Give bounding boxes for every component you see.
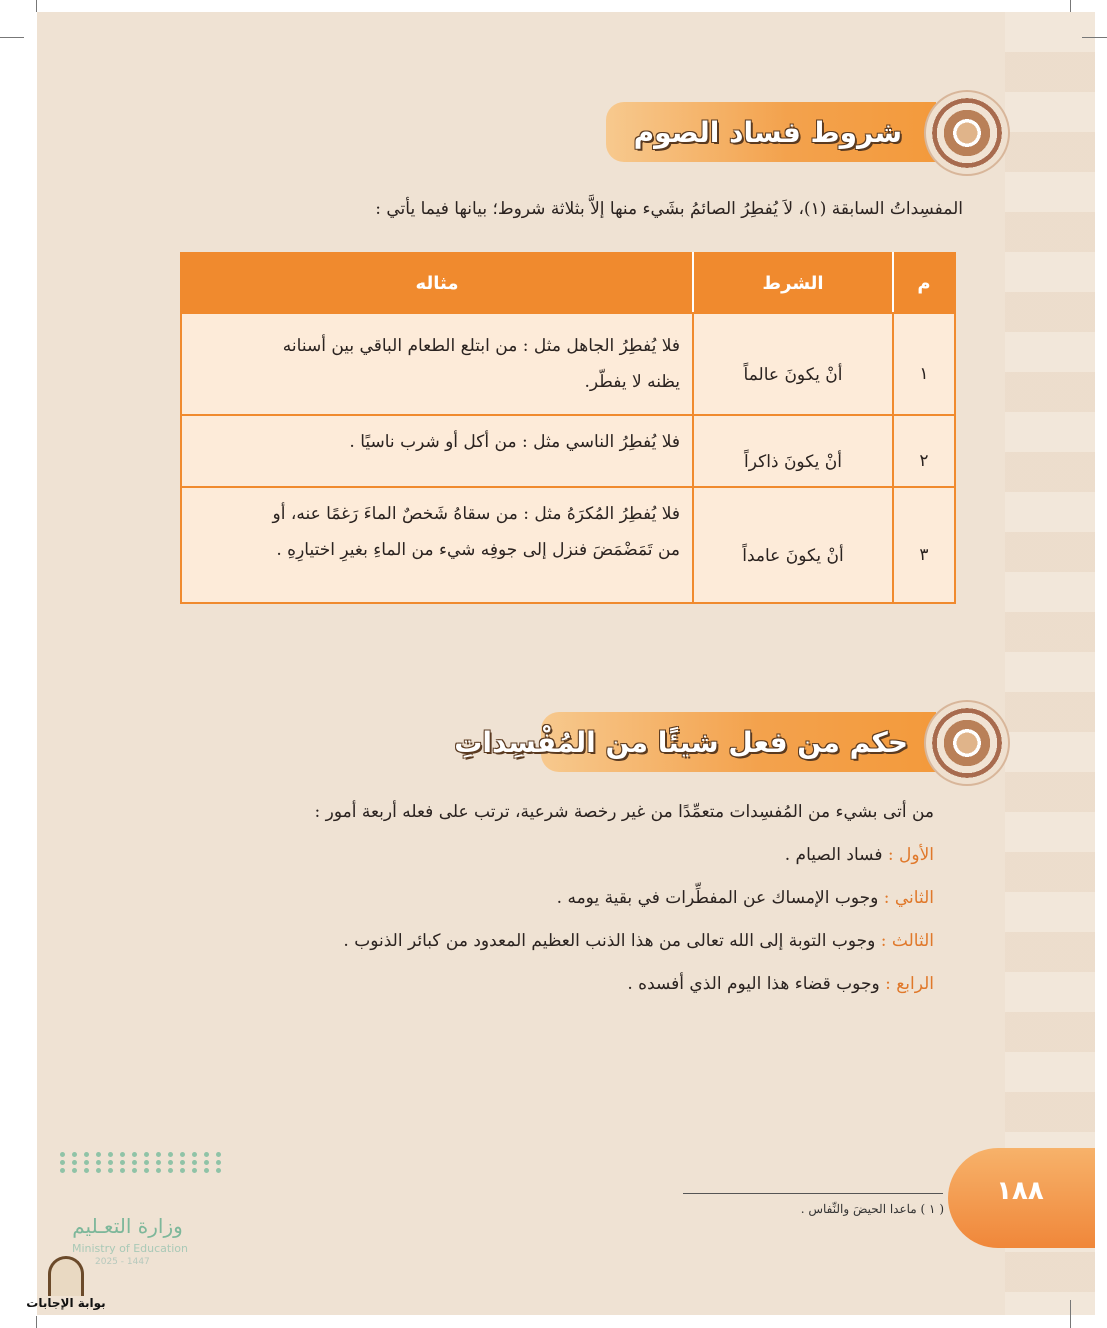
rosette-ornament-icon [924, 700, 1010, 786]
crop-mark [1082, 37, 1107, 38]
section-heading-bar [454, 712, 936, 772]
example-line: فلا يُفطِرُ الناسي مثل : من أكل أو شرب ناسيًا . [349, 432, 680, 452]
crop-mark [1070, 1300, 1071, 1328]
row-condition: أنْ يكونَ عامداً [693, 487, 893, 603]
example-line: من تَمَضْمَضَ فنزل إلى جوفِه شيء من الماءِ بغيرِ اختيارِهِ . [276, 540, 680, 560]
ministry-logo [60, 1152, 200, 1272]
portal-label: بوابة الإجابات [26, 1296, 106, 1310]
table-row [181, 313, 955, 415]
ministry-name-en: Ministry of Education [71, 1242, 188, 1255]
item-text: وجوب الإمساك عن المفطِّرات في بقية يومه . [556, 888, 879, 908]
ministry-name-ar: وزارة التعـليم [72, 1214, 183, 1238]
example-line: فلا يُفطِرُ الجاهل مثل : من ابتلع الطعام الباقي بين أسنانه [282, 336, 680, 356]
list-item [785, 845, 934, 865]
row-number: ٣ [893, 487, 955, 603]
table-header-row [181, 253, 955, 313]
footnote: ( ١ ) ماعدا الحيضَ والنِّفاس . [800, 1202, 944, 1216]
pen-nib-icon [48, 1256, 84, 1296]
page-number: ١٨٨ [996, 1176, 1044, 1206]
crop-mark [36, 0, 37, 12]
footnote-divider [683, 1193, 943, 1194]
row-number: ٢ [893, 415, 955, 487]
row-example [181, 313, 693, 415]
row-number: ١ [893, 313, 955, 415]
item-text: فساد الصيام . [784, 845, 883, 865]
rosette-ornament-icon [924, 90, 1010, 176]
header-condition: الشرط [693, 253, 893, 313]
row-condition: أنْ يكونَ عالماً [693, 313, 893, 415]
header-example: مثاله [181, 253, 693, 313]
list-item [557, 888, 934, 908]
decorative-border [1005, 12, 1095, 1315]
row-example [181, 487, 693, 603]
crop-mark [0, 37, 24, 38]
item-text: وجوب التوبة إلى الله تعالى من هذا الذنب العظيم المعدود من كبائر الذنوب . [343, 931, 876, 951]
section-title: حكم من فعل شيئًا من المُفْسِداتِ [454, 725, 908, 759]
item-label: الأول : [887, 845, 934, 865]
list-item [627, 974, 934, 994]
item-label: الثالث : [880, 931, 934, 951]
item-label: الرابع : [885, 974, 934, 994]
crop-mark [1070, 0, 1071, 12]
item-label: الثاني : [883, 888, 934, 908]
conditions-table [180, 252, 956, 604]
logo-dots-icon [60, 1152, 200, 1173]
intro-paragraph: المفسِداتُ السابقة (١)، لاَ يُفطِرُ الصائمُ بشَيء منها إلاَّ بثلاثة شروط؛ بيانها فيما يأتي : [375, 199, 963, 219]
section-heading-bar [606, 102, 936, 162]
intro-paragraph: من أتى بشيء من المُفسِدات متعمِّدًا من غير رخصة شرعية، ترتب على فعله أربعة أمور : [314, 802, 934, 822]
row-example [181, 415, 693, 487]
list-item [343, 931, 934, 951]
section-title: شروط فساد الصوم [633, 115, 902, 149]
table-row [181, 487, 955, 603]
portal-logo [26, 1256, 106, 1318]
example-line: يظنه لا يفطّر. [584, 372, 680, 392]
header-num: م [893, 253, 955, 313]
logo-year: 2025 - 1447 [95, 1257, 150, 1267]
row-condition: أنْ يكونَ ذاكراً [693, 415, 893, 487]
item-text: وجوب قضاء هذا اليوم الذي أفسده . [627, 974, 880, 994]
table-row [181, 415, 955, 487]
example-line: فلا يُفطِرُ المُكرَهُ مثل : من سقاهُ شَخصٌ الماءَ رَغمًا عنه، أو [272, 504, 680, 524]
